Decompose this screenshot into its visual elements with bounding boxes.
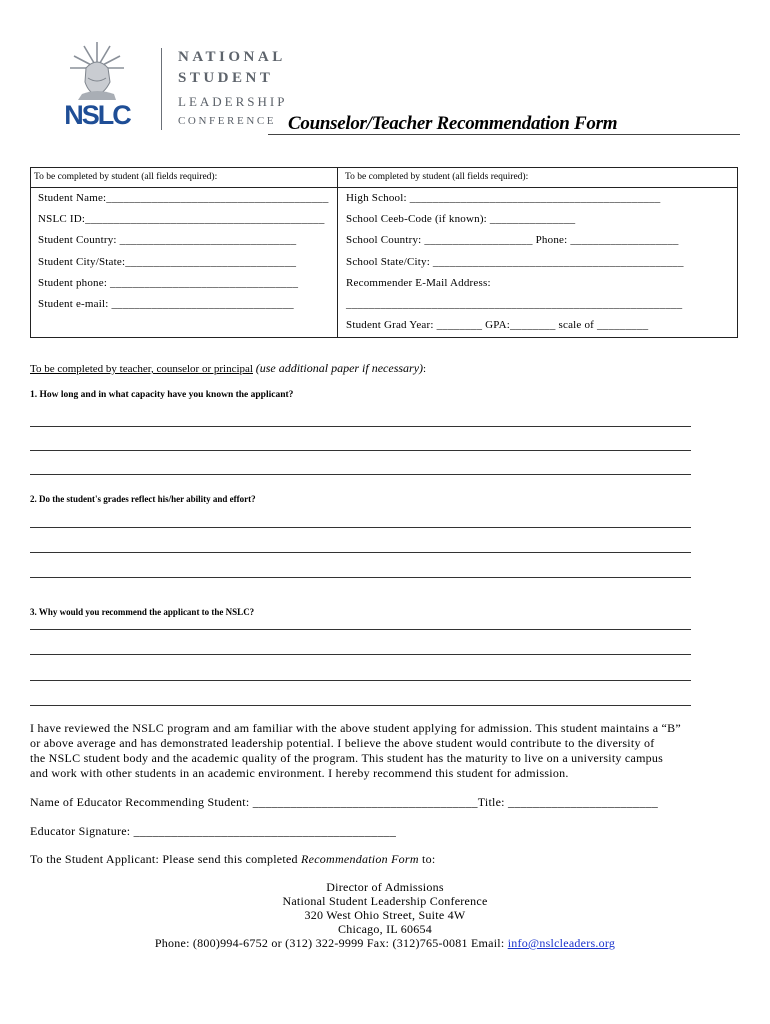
- address-line-4: Chicago, IL 60654: [337, 922, 433, 936]
- logo-divider: [161, 48, 162, 130]
- left-table-header: To be completed by student (all fields required):: [34, 172, 218, 182]
- statement-line-2: or above average and has demonstrated leadership potential. I believe the above student would contribute to the diversity of: [30, 736, 655, 750]
- send-instruction-suffix: to:: [418, 852, 436, 866]
- teacher-section-note: (use additional paper if necessary): [255, 361, 424, 375]
- teacher-section-title: To be completed by teacher, counselor or principal: [30, 363, 253, 375]
- org-name-line-1: NATIONAL: [178, 49, 286, 65]
- student-email-field[interactable]: Student e-mail: ________________________________: [38, 298, 294, 310]
- answer-line[interactable]: [30, 577, 691, 578]
- answer-line[interactable]: [30, 474, 691, 475]
- send-instruction-form-name: Recommendation Form: [301, 852, 419, 866]
- address-line-1: Director of Admissions: [326, 880, 444, 894]
- student-name-field[interactable]: Student Name:_______________________________________: [38, 192, 329, 204]
- question-1: 1. How long and in what capacity have you known the applicant?: [30, 390, 294, 400]
- nslc-id-field[interactable]: NSLC ID:__________________________________________: [38, 213, 325, 225]
- high-school-field[interactable]: High School: ____________________________________________: [346, 192, 661, 204]
- table-divider: [337, 167, 338, 338]
- answer-line[interactable]: [30, 450, 691, 451]
- answer-line[interactable]: [30, 705, 691, 706]
- email-link[interactable]: info@nslcleaders.org: [507, 936, 616, 950]
- recommender-email-field[interactable]: ___________________________________________________________: [346, 298, 683, 310]
- student-city-state-field[interactable]: Student City/State:______________________________: [38, 256, 297, 268]
- answer-line[interactable]: [30, 654, 691, 655]
- nslc-logo: [58, 38, 136, 130]
- educator-signature-field[interactable]: Educator Signature: __________________________________________: [30, 824, 397, 838]
- teacher-section-colon: :: [423, 363, 427, 375]
- statement-line-4: and work with other students in an academic environment. I hereby recommend this student for admission.: [30, 766, 569, 780]
- send-instruction-prefix: To the Student Applicant: Please send this completed: [30, 852, 302, 866]
- contact-line: [0, 936, 770, 951]
- recommender-email-label: Recommender E-Mail Address:: [346, 277, 491, 289]
- logo-abbr: NSLC: [64, 100, 130, 130]
- educator-name-title-field[interactable]: Name of Educator Recommending Student: ____________________________________Title: ________________________: [30, 795, 659, 809]
- right-table-header: To be completed by student (all fields required):: [345, 172, 529, 182]
- form-title: Counselor/Teacher Recommendation Form: [288, 113, 618, 134]
- answer-line[interactable]: [30, 552, 691, 553]
- student-country-field[interactable]: Student Country: _______________________________: [38, 234, 297, 246]
- address-line-2: National Student Leadership Conference: [282, 894, 488, 908]
- student-phone-field[interactable]: Student phone: _________________________________: [38, 277, 299, 289]
- answer-line[interactable]: [30, 527, 691, 528]
- address-line-3: 320 West Ohio Street, Suite 4W: [304, 908, 466, 922]
- grad-year-gpa-field[interactable]: Student Grad Year: ________ GPA:________ scale of _________: [346, 319, 649, 331]
- table-header-rule: [30, 187, 738, 188]
- teacher-section-intro: [30, 361, 426, 376]
- ceeb-code-field[interactable]: School Ceeb-Code (if known): _______________: [346, 213, 576, 225]
- answer-line[interactable]: [30, 629, 691, 630]
- question-3: 3. Why would you recommend the applicant to the NSLC?: [30, 607, 255, 617]
- statement-line-1: I have reviewed the NSLC program and am familiar with the above student applying for admission. This student maintains a “B”: [30, 721, 681, 735]
- school-country-phone-field[interactable]: School Country: ___________________ Phone: ___________________: [346, 234, 679, 246]
- contact-info: Phone: (800)994-6752 or (312) 322-9999 Fax: (312)765-0081 Email:: [154, 936, 508, 950]
- org-name-line-2: STUDENT: [178, 70, 274, 86]
- send-instruction: [30, 852, 435, 867]
- title-rule: [268, 134, 740, 135]
- school-state-city-field[interactable]: School State/City: ____________________________________________: [346, 256, 684, 268]
- answer-line[interactable]: [30, 426, 691, 427]
- statement-line-3: the NSLC student body and the academic quality of the program. This student has the maturity to live on a university campus: [30, 751, 664, 765]
- org-name-line-4: CONFERENCE: [178, 115, 277, 127]
- question-2: 2. Do the student's grades reflect his/her ability and effort?: [30, 494, 256, 504]
- answer-line[interactable]: [30, 680, 691, 681]
- org-name-line-3: LEADERSHIP: [178, 94, 288, 109]
